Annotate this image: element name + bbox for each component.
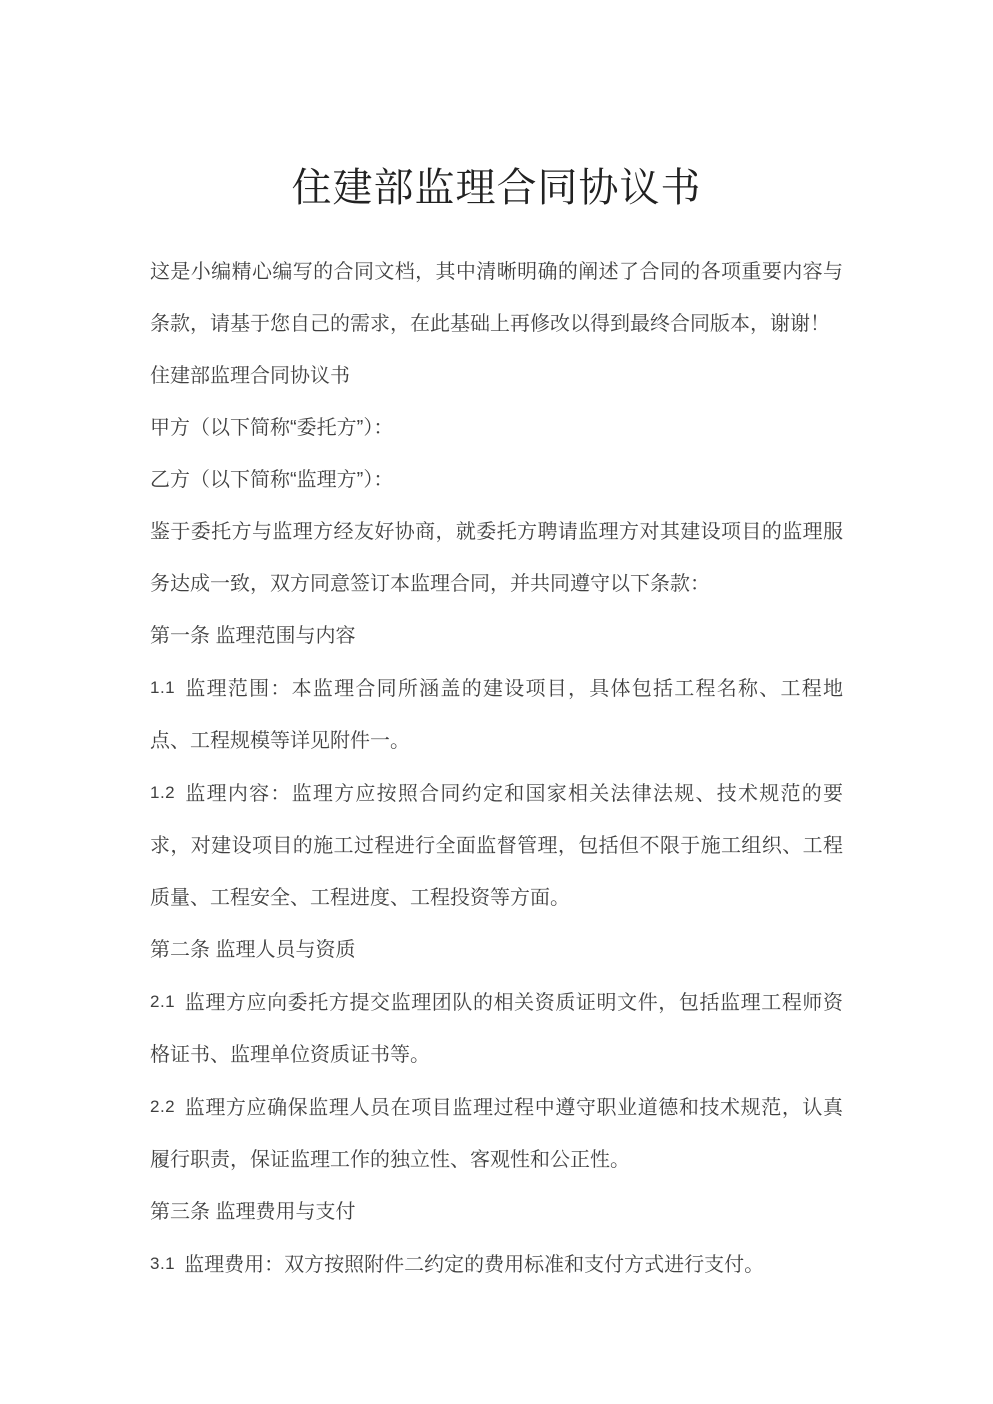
clause-heading [150, 924, 843, 976]
clause-number: 3.1 [150, 1254, 176, 1273]
paragraph-text: 监理内容：监理方应按照合同约定和国家相关法律法规、技术规范的要求，对建设项目的施工过程进行全面监督管理，包括但不限于施工组织、工程质量、工程安全、工程进度、工程投资等方面。 [150, 783, 843, 909]
clause-item [150, 1081, 843, 1186]
clause-item [150, 1238, 843, 1291]
paragraph-text: 甲方（以下简称“委托方”）： [150, 417, 394, 439]
clause-item [150, 767, 843, 924]
clause-number: 1.2 [150, 783, 176, 802]
paragraph [150, 454, 843, 506]
clause-heading [150, 1186, 843, 1238]
paragraph-text: 监理费用：双方按照附件二约定的费用标准和支付方式进行支付。 [184, 1254, 765, 1276]
clause-item [150, 662, 843, 767]
clause-number: 2.2 [150, 1097, 176, 1116]
paragraph [150, 402, 843, 454]
document-body [150, 246, 843, 1291]
paragraph-text: 第三条 监理费用与支付 [150, 1201, 356, 1223]
paragraph-text: 第二条 监理人员与资质 [150, 939, 356, 961]
clause-item [150, 976, 843, 1081]
clause-number: 1.1 [150, 678, 176, 697]
document-title: 住建部监理合同协议书 [291, 166, 702, 210]
paragraph-text: 这是小编精心编写的合同文档，其中清晰明确的阐述了合同的各项重要内容与条款，请基于您自己的需求，在此基础上再修改以得到最终合同版本，谢谢！ [150, 261, 843, 335]
paragraph-text: 第一条 监理范围与内容 [150, 625, 356, 647]
paragraph-text: 监理方应向委托方提交监理团队的相关资质证明文件，包括监理工程师资格证书、监理单位资质证书等。 [150, 992, 843, 1066]
paragraph-text: 鉴于委托方与监理方经友好协商，就委托方聘请监理方对其建设项目的监理服务达成一致，双方同意签订本监理合同，并共同遵守以下条款： [150, 521, 843, 595]
paragraph-text: 乙方（以下简称“监理方”）： [150, 469, 394, 491]
clause-number: 2.1 [150, 992, 176, 1011]
paragraph-text: 监理方应确保监理人员在项目监理过程中遵守职业道德和技术规范，认真履行职责，保证监理工作的独立性、客观性和公正性。 [150, 1097, 843, 1171]
paragraph-text: 监理范围：本监理合同所涵盖的建设项目，具体包括工程名称、工程地点、工程规模等详见附件一。 [150, 678, 843, 752]
paragraph-text: 住建部监理合同协议书 [150, 365, 350, 387]
clause-heading [150, 610, 843, 662]
paragraph [150, 506, 843, 610]
paragraph [150, 246, 843, 350]
paragraph [150, 350, 843, 402]
